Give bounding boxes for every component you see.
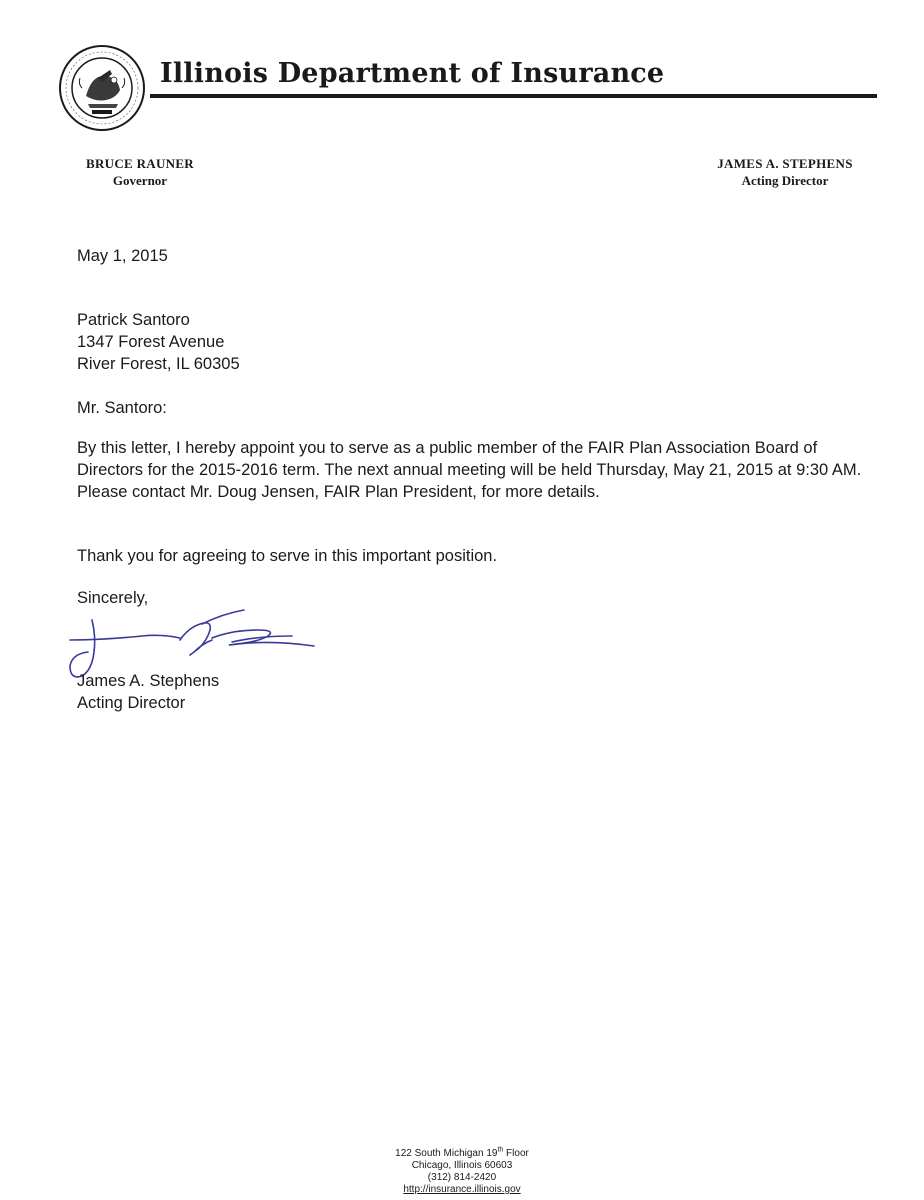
footer-website-link[interactable]: http://insurance.illinois.gov <box>403 1184 521 1195</box>
letterhead-rule <box>150 94 877 98</box>
recipient-city: River Forest, IL 60305 <box>77 355 240 373</box>
salutation: Mr. Santoro: <box>77 399 167 417</box>
thanks-paragraph: Thank you for agreeing to serve in this important position. <box>77 547 498 565</box>
footer-city: Chicago, Illinois 60603 <box>411 1160 513 1171</box>
footer-phone: (312) 814-2420 <box>427 1172 497 1183</box>
letter-date: May 1, 2015 <box>77 247 168 265</box>
governor-block <box>80 155 200 189</box>
recipient-name: Patrick Santoro <box>77 311 190 329</box>
signer-title: Acting Director <box>77 694 186 712</box>
footer-street: 122 South Michigan 19th Floor <box>395 1146 529 1159</box>
closing: Sincerely, <box>77 589 149 607</box>
state-seal-icon <box>58 44 146 132</box>
governor-title: Governor <box>112 173 168 188</box>
governor-name: BRUCE RAUNER <box>86 156 194 171</box>
recipient-street: 1347 Forest Avenue <box>77 333 225 351</box>
director-name: JAMES A. STEPHENS <box>717 156 853 171</box>
director-block <box>700 155 870 189</box>
signer-name: James A. Stephens <box>77 672 220 690</box>
letter-body-paragraph: By this letter, I hereby appoint you to serve as a public member of the FAIR Plan Association Board of Directors for the 2015-2016 term. The next annual meeting will be held Thursday, May 21, 2015 at 9:30 AM. Please contact Mr. Doug Jensen, FAIR Plan President, for more details. <box>77 439 862 501</box>
footer-address <box>362 1148 562 1196</box>
department-title: Illinois Department of Insurance <box>160 58 665 89</box>
recipient-address <box>77 309 240 375</box>
director-title: Acting Director <box>741 173 829 188</box>
signer-block <box>77 670 219 714</box>
